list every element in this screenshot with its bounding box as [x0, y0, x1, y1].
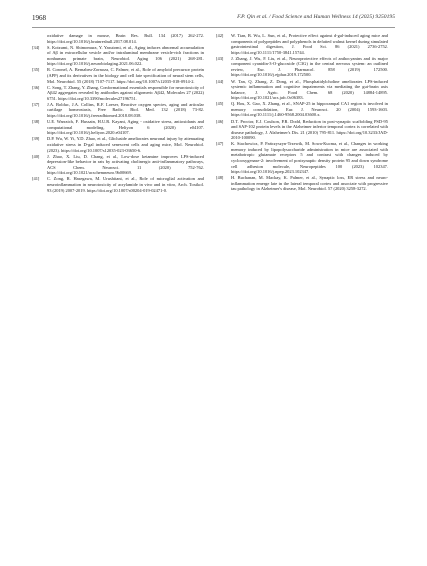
reference-number: [47] [216, 141, 224, 147]
reference-entry [216, 119, 388, 141]
reference-number: [37] [32, 101, 40, 107]
reference-text: J. Zhang, J. Wu, F. Liu, et al., Neuroprotective effects of anthocyanins and its major component cyanidin-3-O-glucoside (C3G) in the central nervous system: an outlined review, Eur. J. Pharmacol. 858 (2019) 172500. https://doi.org/10.1016/j.ejphar.2019.172500. [231, 55, 388, 78]
reference-entry [216, 175, 388, 192]
reference-number: [44] [216, 78, 224, 84]
reference-entry [32, 136, 204, 153]
reference-entry [32, 85, 204, 102]
reference-entry [32, 102, 204, 119]
reference-text: R. Coronel, A. Bernabeu-Zornoza, C. Palmer, et al., Role of amyloid precursor protein (APP) and its derivatives in the biology and cell fate specification of neural stem cells, Mol. Neurobiol. 55 (2018) 7107-7117. https://doi.org/10.1007/s12035-018-0914-2. [47, 67, 204, 84]
reference-text: C. Song, T. Zhang, Y. Zhang, Conformational essentials responsible for neurotoxicity of Aβ42 aggregates revealed by antibodies against oligomeric Aβ42, Molecules 27 (2022) 6751. https://doi.org/10.3390/molecules27196751. [47, 84, 204, 101]
reference-text: oxidative damage in mouse, Brain Res. Bull. 134 (2017) 262-272. https://doi.org/10.1016/j.brainresbull.2017.08.014. [47, 33, 204, 44]
page-number: 1968 [32, 14, 46, 22]
reference-entry [216, 56, 388, 78]
reference-number: [36] [32, 84, 40, 90]
reference-entry [32, 33, 204, 44]
reference-entry [32, 154, 204, 176]
header-rule [32, 27, 395, 28]
reference-number: [34] [32, 44, 40, 50]
reference-entry [32, 176, 204, 193]
reference-text: J.A. Bolduc, J.A. Collins, R.F. Loeser, Reactive oxygen species, aging and articular cartilage homeostasis, Free Radic. Biol. Med. 132 (2018) 73-82. https://doi.org/10.1016/j.freeradbiomed.2018.08.038. [47, 101, 204, 119]
reference-entry [216, 79, 388, 101]
reference-entry [32, 67, 204, 84]
reference-text: D.P. Wu, W. Yi, Y.D. Zhao, et al., Glicluside ameliorates neuronal injury by attenuating oxidative stress in D-gal induced senescent cells and aging mice, Mol. Neurobiol. (2023). https://doi.org/10.1007/s12035-023-03650-6. [47, 136, 204, 153]
journal-citation: F.P. Qin et al. / Food Science and Human Wellness 14 (2025) 9250195 [237, 14, 395, 20]
references-right-column [216, 33, 388, 192]
reference-entry [216, 141, 388, 174]
reference-number: [35] [32, 67, 40, 73]
reference-text: H. Buchanan, M. Mackay, K. Palmer, et al., Synaptic loss, ER stress and neuro-inflammation emerge late in the lateral temporal cortex and associate with progressive tau pathology in Alzheimer's disease, Mol. Neurobiol. 57 (2020) 3258-3272. [231, 175, 388, 192]
reference-number: [46] [216, 118, 224, 124]
reference-text: C. Zong, R. Hasegawa, M. Urushitani, et al., Role of microglial activation and neuroinflammation in neurotoxicity of acrylamide in vivo and in vitro, Arch. Toxikol. 93 (2019) 2007-2019. https://doi.org/10.1007/s00204-019-02471-0. [47, 176, 204, 193]
reference-entry [32, 45, 204, 67]
references-left-column [32, 33, 204, 194]
reference-text: K. Stachowicz, P. Pańczyszyn-Trzewik, M. Sowa-Kucma, et al., Changes in working memory induced by lipopolysaccharide administration in mice are associated with metabotropic glutamate receptors 5 and contrast with changes induced by cyclooxygenase-2: involvement of postsynaptic density protein 95 and down syndrome cell adhesion molecule, Neuropeptides 100 (2023) 102347. https://doi.org/10.1016/j.npep.2023.102347. [231, 141, 388, 175]
reference-number: [45] [216, 101, 224, 107]
reference-number: [38] [32, 119, 40, 125]
reference-text: J. Zhao, X. Liu, D. Chang, et al., Low-dose ketamine improves LPS-induced depression-like behavior in rats by activating cholinergic anti-inflammatory pathways, ACS Chem. Neurosci. 11 (2020) 752-762. https://doi.org/10.1021/acschemneuro.9b00669. [47, 153, 204, 176]
reference-text: W. Tan, Q. Zhang, Z. Dong, et al., Phosphatidylcholine ameliorates LPS-induced systemic inflammation and cognitive impairments via mediating the gut-brain axis balance, J. Agric. Food Chem. 68 (2020) 14884-14895. https://doi.org/10.1021/acs.jafc.0c06383. [231, 78, 388, 101]
reference-number: [48] [216, 175, 224, 181]
reference-number: [42] [216, 33, 224, 38]
reference-text: W. Tian, B. Wu, L. Sun, et al., Protective effect against d-gal-induced aging mice and components of polypeptides and polyphenols in defatted walnut kernel during simulated gastrointestinal digestion, J. Food Sci. 86 (2021) 2736-2752. https://doi.org/10.1111/1750-3841.15744. [231, 33, 388, 55]
reference-number: [41] [32, 176, 40, 182]
reference-number [32, 33, 47, 44]
reference-entry [216, 33, 388, 55]
page-header [32, 14, 395, 26]
reference-text: U.E. Warraich, F. Hussain, H.U.R. Kayani, Aging - oxidative stress, antioxidants and computational modeling, Heliyon 6 (2020) e04107. https://doi.org/10.1016/j.heliyon.2020.e04107. [47, 119, 204, 136]
reference-entry [216, 101, 388, 118]
reference-text: D.T. Proctor, E.J. Coulson, P.R. Dodd, Reduction in post-synaptic scaffolding PSD-95 and SAP-102 protein levels in the Alzheimer inferior temporal cortex is correlated with disease pathology, J. Alzheimer's Dis. 21 (2010) 795-811. https://doi.org/10.3233/JAD-2010-100090. [231, 118, 388, 141]
reference-number: [43] [216, 55, 224, 61]
reference-entry [32, 119, 204, 136]
reference-number: [39] [32, 136, 40, 142]
reference-text: S. Koizumi, N. Shimomura, Y. Yasutomi, et al., Aging induces abnormal accumulation of Aβ in extracellular vesicle and/or intraluminal membrane vesicle-rich fractions in nonhuman primate brain, Neurobiol. Aging 106 (2021) 268-281. https://doi.org/10.1016/j.neurobiolaging.2021.06.022. [47, 44, 204, 67]
reference-number: [40] [32, 153, 40, 159]
reference-text: Q. Hou, X. Gao, X. Zhang, et al., SNAP-25 in hippocampal CA1 region is involved in memory consolidation, Eur. J. Neurosci. 20 (2004) 1593-1603. https://doi.org/10.1111/j.1460-9568.2004.03600.x. [231, 101, 388, 118]
